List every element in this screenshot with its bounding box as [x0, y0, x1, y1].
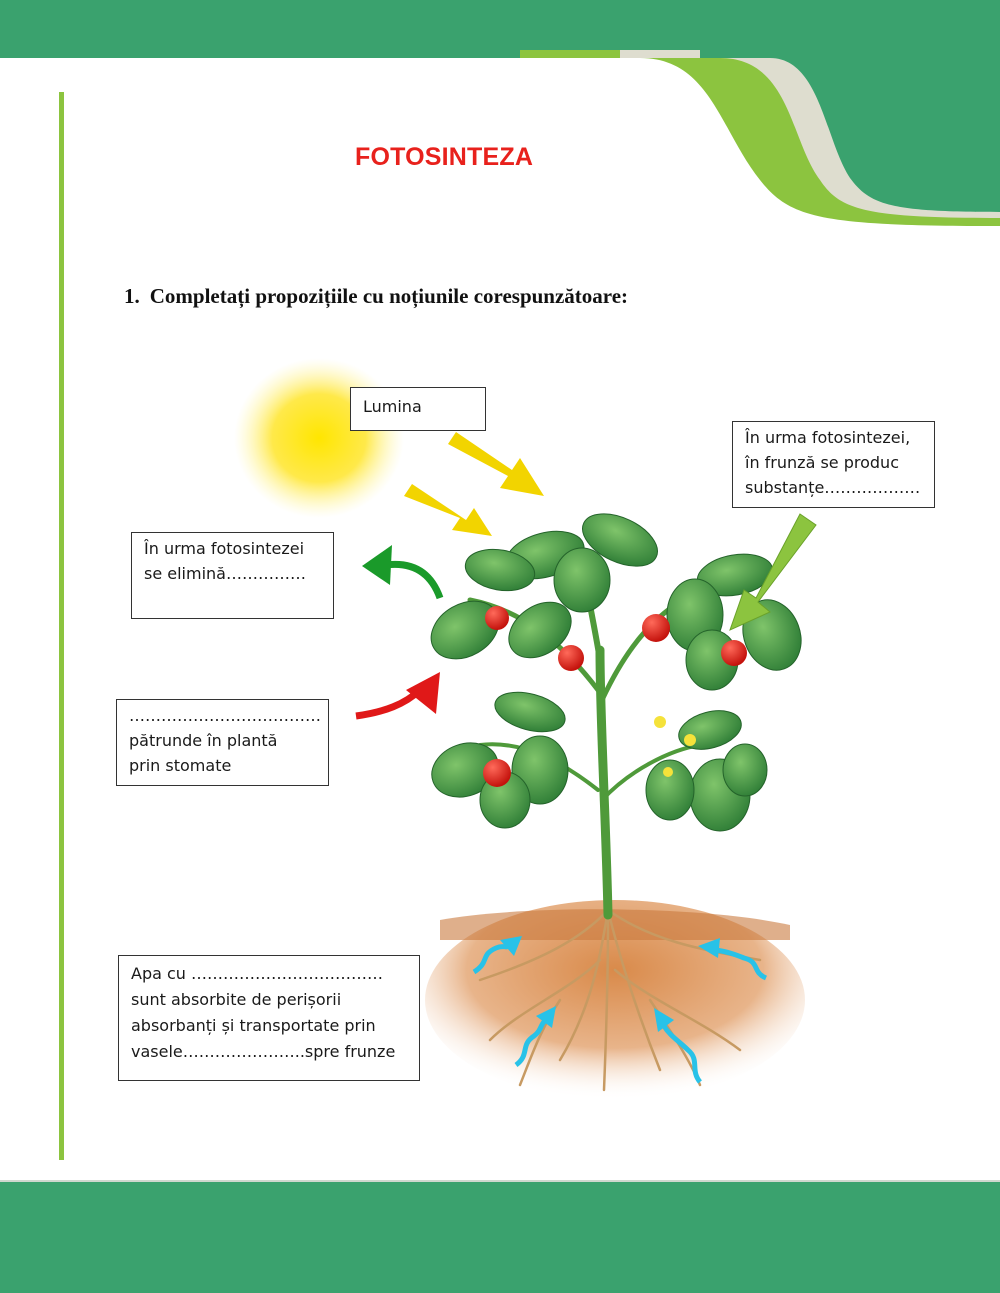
enters-box — [116, 699, 329, 786]
eliminated-line-1: În urma fotosintezei — [144, 539, 305, 558]
soil — [425, 900, 805, 1100]
oxygen-arrow-icon — [362, 545, 440, 598]
co2-arrow-icon — [356, 672, 440, 716]
water-line-2: sunt absorbite de perișorii — [131, 990, 342, 1009]
water-blank-line-4[interactable]: vasele…………………..spre frunze — [131, 1042, 396, 1061]
footer-band — [0, 1180, 1000, 1293]
exercise-number: 1. — [124, 284, 140, 308]
page-title: FOTOSINTEZA — [355, 143, 534, 171]
enters-line-3: prin stomate — [129, 756, 232, 775]
enters-blank-line[interactable]: ……………………………… — [129, 706, 321, 725]
water-blank-line-1[interactable]: Apa cu ……………………………… — [131, 964, 384, 983]
leaves — [421, 503, 811, 831]
water-line-3: absorbanți și transportate prin — [131, 1016, 376, 1035]
light-arrow-icon — [404, 432, 544, 536]
products-line-1: În urma fotosintezei, — [745, 428, 911, 447]
eliminated-box — [131, 532, 334, 619]
products-blank-line[interactable]: substanțe……………… — [745, 478, 921, 497]
products-box — [732, 421, 935, 508]
enters-line-2: pătrunde în plantă — [129, 731, 278, 750]
light-box-line: Lumina — [363, 397, 422, 416]
water-box — [118, 955, 420, 1081]
sun-icon — [234, 358, 404, 518]
exercise-text: Completați propozițiile cu noțiunile corespunzătoare: — [149, 284, 629, 308]
eliminated-blank-line[interactable]: se elimină…………… — [144, 564, 306, 583]
products-line-2: în frunză se produc — [745, 453, 899, 472]
light-box — [350, 387, 486, 431]
